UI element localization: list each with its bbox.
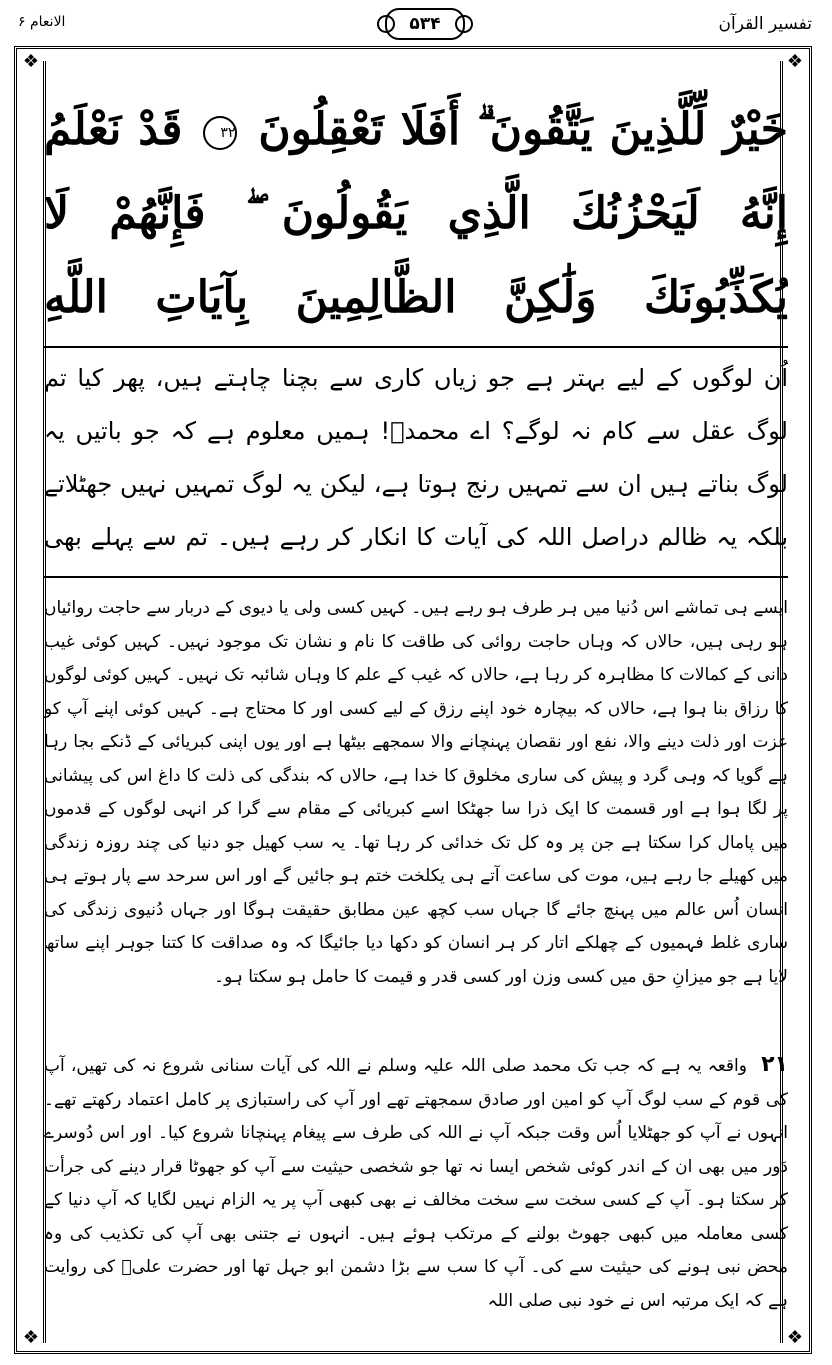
aya-marker: ٣٢ — [203, 116, 237, 150]
ornament-icon: ❖ — [786, 51, 804, 72]
quran-verses — [44, 88, 788, 338]
commentary — [44, 592, 788, 1348]
book-title: تفسیر القرآن — [718, 14, 812, 34]
footnote-number: ۲۱ — [761, 1052, 788, 1077]
section-divider — [44, 346, 788, 348]
commentary-paragraph: ایسے ہی تماشے اس دُنیا میں ہر طرف ہو رہے ہیں۔ کہیں کسی ولی یا دیوی کے دربار سے حاجت روائیاں ہو رہی ہیں، حالاں کہ وہاں حاجت روائی کی طاقت کا نام و نشان تک موجود نہیں۔ کہیں کوئی غیب دانی کے کمالات کا مظاہرہ کر رہا ہے، حالاں کہ غیب کے علم کا وہاں شائبہ تک نہیں۔ کہیں کوئی لوگوں کا رزاق بنا ہوا ہے، حالاں کہ بیچارہ خود اپنے رزق کے لیے کسی اور کا محتاج ہے۔ کہیں کوئی اپنے آپ کو عزت اور ذلت دینے والا، نفع اور نقصان پہنچانے والا سمجھے بیٹھا ہے اور یوں اپنی کبریائی کے ڈنکے بجا رہا ہے گویا کہ وہی گرد و پیش کی ساری مخلوق کا خدا ہے، حالاں کہ بندگی کی ذلت کا داغ اس کی پیشانی پر لگا ہوا ہے اور قسمت کا ایک ذرا سا جھٹکا اسے کبریائی کے مقام سے گرا کر انہی لوگوں کے قدموں میں پامال کرا سکتا ہے جن پر وہ کل تک خدائی کر رہا تھا۔ یہ سب کھیل جو دنیا کی چند روزہ زندگی میں کھیلے جا رہے ہیں، موت کی ساعت آتے ہی یکلخت ختم ہو جائیں گے اور اس سرحد سے پار ہوتے ہی انسان اُس عالم میں پہنچ جائے گا جہاں سب کچھ عین مطابق حقیقت ہوگا اور جہاں دُنیوی زندگی کی ساری غلط فہمیوں کے چھلکے اتار کر ہر انسان کو دکھا دیا جائیگا کہ وہ صداقت کا کتنا جوہر اپنے ساتھ لایا ہے جو میزانِ حق میں کسی وزن اور کسی قدر و قیمت کا حامل ہو سکتا ہو۔ — [44, 598, 788, 987]
running-header — [14, 8, 818, 42]
ornament-icon: ❖ — [22, 51, 40, 72]
surah-label: الانعام ۶ — [18, 14, 66, 30]
verse-text: قَدْ نَعْلَمُ إِنَّهُ لَيَحْزُنُكَ الَّذِي يَقُولُونَ ۖ فَإِنَّهُمْ لَا يُكَذِّبُونَكَ وَلَٰكِنَّ الظَّالِمِينَ بِآيَاتِ اللَّهِ — [44, 104, 788, 323]
section-divider — [44, 576, 788, 578]
verse-text: خَيْرٌ لِّلَّذِينَ يَتَّقُونَ ۗ أَفَلَا تَعْقِلُونَ — [258, 104, 788, 155]
ornament-icon: ❖ — [22, 1327, 40, 1348]
page-content — [44, 62, 788, 1348]
commentary-paragraph — [44, 1048, 788, 1348]
urdu-translation: اُن لوگوں کے لیے بہتر ہے جو زیاں کاری سے بچنا چاہتے ہیں، پھر کیا تم لوگ عقل سے کام نہ لوگے؟ اے محمدؐ! ہمیں معلوم ہے کہ جو باتیں یہ لوگ بناتے ہیں ان سے تمہیں رنج ہوتا ہے، لیکن یہ لوگ تمہیں نہیں جھٹلاتے بلکہ یہ ظالم دراصل اللہ کی آیات کا انکار کر رہے ہیں۔ تم سے پہلے بھی — [44, 364, 788, 551]
page-number: ۵۳۴ — [385, 8, 465, 40]
commentary-text: واقعہ یہ ہے کہ جب تک محمد صلی اللہ علیہ وسلم نے اللہ کی آیات سنانی شروع نہ کی تھیں، آپ کی قوم کے سب لوگ آپ کو امین اور صادق سمجھتے تھے اور آپ کی راستبازی پر کامل اعتماد رکھتے تھے۔ انہوں نے آپ کو جھٹلایا اُس وقت جبکہ آپ نے اللہ کی طرف سے پیغام پہنچانا شروع کیا۔ اور اس دُوسرے دَور میں بھی ان کے اندر کوئی شخص ایسا نہ تھا جو شخصی حیثیت سے آپ کو جھوٹا قرار دینے کی جرأت کر سکتا ہو۔ آپ کے کسی سخت سے سخت مخالف نے بھی کبھی آپ پر یہ الزام نہیں لگایا کہ آپ دنیا کے کسی معاملہ میں کبھی جھوٹ بولنے کے مرتکب ہوئے ہیں۔ انہوں نے جتنی بھی آپ کی تکذیب کی وہ محض نبی ہونے کی حیثیت سے کی۔ آپ کا سب سے بڑا دشمن ابو جہل تھا اور حضرت علیؓ کی روایت ہے کہ ایک مرتبہ اس نے خود نبی صلی اللہ — [44, 1056, 788, 1311]
ornament-icon: ❖ — [786, 1327, 804, 1348]
